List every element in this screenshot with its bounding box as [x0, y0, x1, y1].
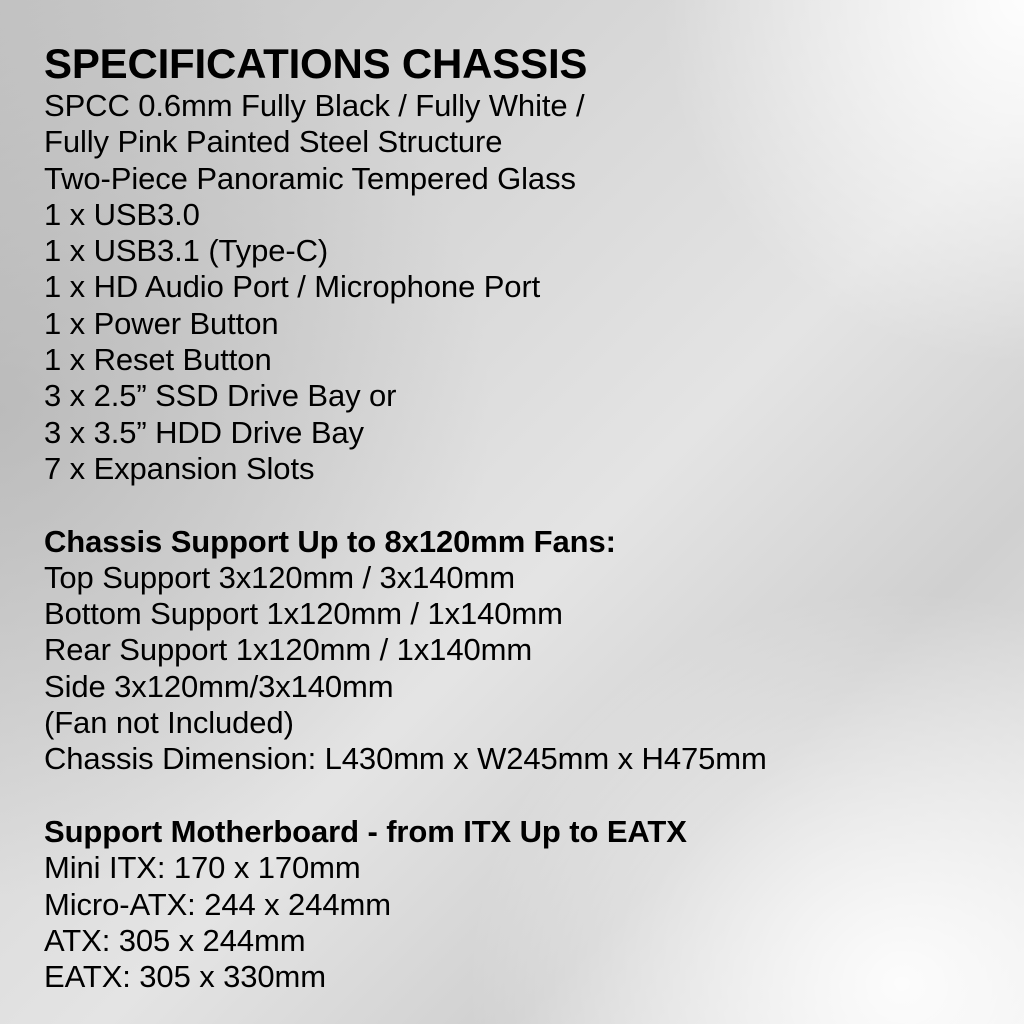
motherboard-spec-line: Micro-ATX: 244 x 244mm: [44, 886, 391, 922]
fan-spec-line: (Fan not Included): [44, 705, 294, 741]
fan-spec-line: Rear Support 1x120mm / 1x140mm: [44, 632, 533, 668]
spec-line: 3 x 3.5” HDD Drive Bay: [44, 414, 364, 450]
motherboard-spec-line: EATX: 305 x 330mm: [44, 959, 327, 995]
motherboard-spec-line: Mini ITX: 170 x 170mm: [44, 850, 361, 886]
fan-spec-line: Bottom Support 1x120mm / 1x140mm: [44, 596, 563, 632]
section-spacer: [44, 778, 1004, 814]
spec-line: 1 x Power Button: [44, 305, 279, 341]
dimension-line: Chassis Dimension: L430mm x W245mm x H475mm: [44, 741, 767, 777]
chassis-specs-section: [44, 88, 1004, 487]
page-title: SPECIFICATIONS CHASSIS: [44, 40, 588, 87]
spec-line: 3 x 2.5” SSD Drive Bay or: [44, 378, 397, 414]
fan-spec-line: Side 3x120mm/3x140mm: [44, 668, 394, 704]
spec-line: 7 x Expansion Slots: [44, 450, 315, 486]
fan-support-heading: Chassis Support Up to 8x120mm Fans:: [44, 523, 616, 559]
spec-line: 1 x USB3.1 (Type-C): [44, 233, 329, 269]
motherboard-section: [44, 814, 1004, 995]
motherboard-spec-line: ATX: 305 x 244mm: [44, 922, 306, 958]
spec-line: SPCC 0.6mm Fully Black / Fully White /: [44, 88, 585, 123]
spec-line: Two-Piece Panoramic Tempered Glass: [44, 160, 576, 196]
spec-line: Fully Pink Painted Steel Structure: [44, 124, 503, 160]
spec-line: 1 x USB3.0: [44, 196, 200, 232]
spec-line: 1 x HD Audio Port / Microphone Port: [44, 269, 541, 305]
section-spacer: [44, 487, 1004, 523]
spec-sheet: [44, 40, 1004, 995]
fan-support-section: [44, 524, 1004, 778]
fan-spec-line: Top Support 3x120mm / 3x140mm: [44, 559, 515, 595]
spec-line: 1 x Reset Button: [44, 342, 272, 378]
motherboard-heading: Support Motherboard - from ITX Up to EATX: [44, 813, 687, 849]
